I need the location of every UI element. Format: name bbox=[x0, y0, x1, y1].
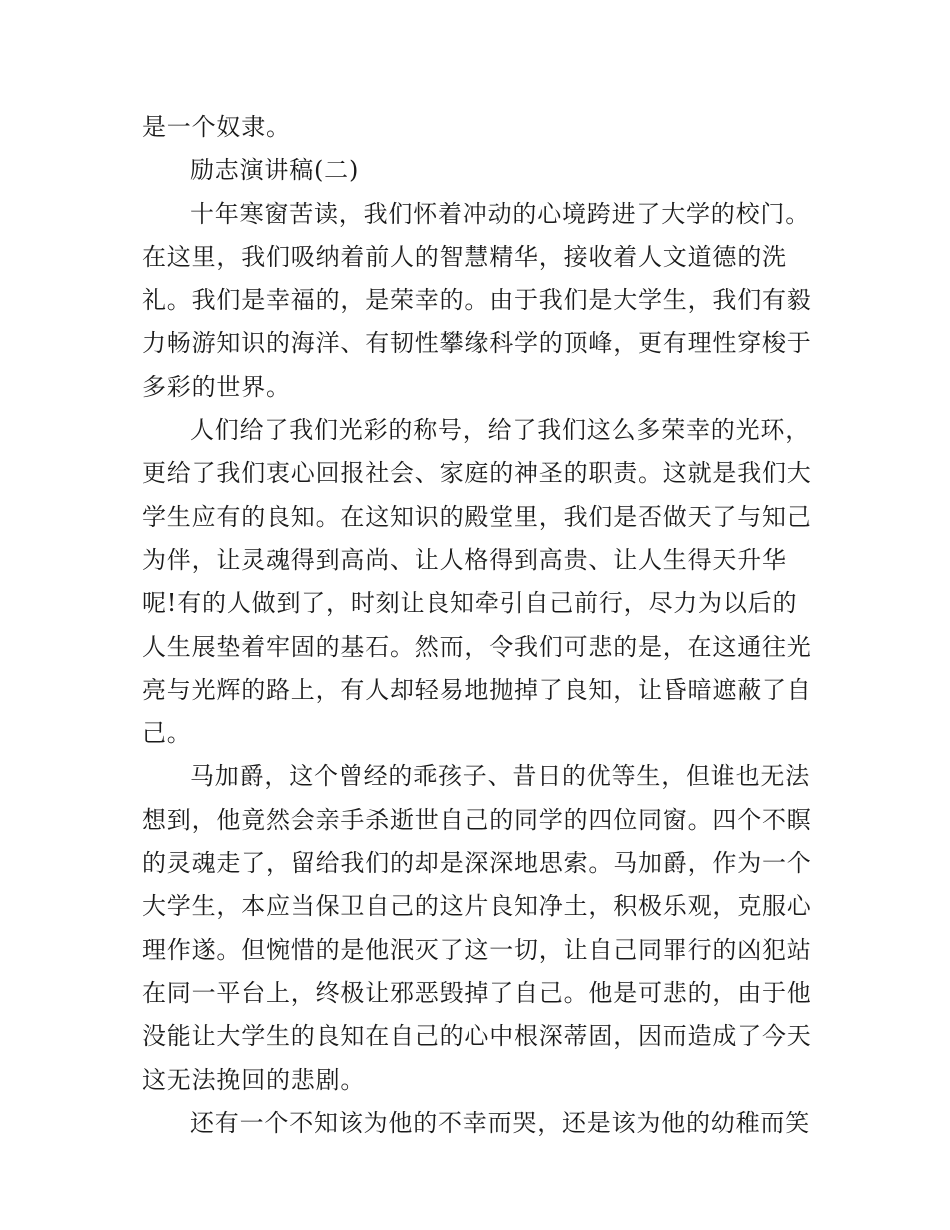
text-line: 的灵魂走了，留给我们的却是深深地思索。马加爵，作为一个 bbox=[142, 849, 812, 878]
text-line: 呢!有的人做到了，时刻让良知牵引自己前行，尽力为以后的 bbox=[142, 589, 798, 618]
text-line: 理作遂。但惋惜的是他泯灭了这一切，让自己同罪行的凶犯站 bbox=[142, 935, 812, 964]
text-line: 礼。我们是幸福的，是荣幸的。由于我们是大学生，我们有毅 bbox=[142, 286, 812, 315]
text-line: 励志演讲稿(二) bbox=[190, 156, 360, 185]
text-line: 人们给了我们光彩的称号，给了我们这么多荣幸的光环， bbox=[190, 416, 810, 445]
text-line: 马加爵，这个曾经的乖孩子、昔日的优等生，但谁也无法 bbox=[190, 762, 810, 791]
text-line: 十年寒窗苦读，我们怀着冲动的心境跨进了大学的校门。 bbox=[190, 199, 810, 228]
text-line: 更给了我们衷心回报社会、家庭的神圣的职责。这就是我们大 bbox=[142, 459, 812, 488]
text-line: 在同一平台上，终极让邪恶毁掉了自己。他是可悲的，由于他 bbox=[142, 978, 812, 1007]
text-line: 在这里，我们吸纳着前人的智慧精华，接收着人文道德的洗 bbox=[142, 242, 787, 271]
text-line: 力畅游知识的海洋、有韧性攀缘科学的顶峰，更有理性穿梭于 bbox=[142, 329, 812, 358]
text-line: 想到，他竟然会亲手杀逝世自己的同学的四位同窗。四个不瞑 bbox=[142, 805, 812, 834]
text-line: 这无法挽回的悲剧。 bbox=[142, 1065, 366, 1094]
text-line: 是一个奴隶。 bbox=[142, 113, 291, 141]
text-line: 还有一个不知该为他的不幸而哭，还是该为他的幼稚而笑 bbox=[190, 1108, 810, 1137]
text-line: 多彩的世界。 bbox=[142, 372, 291, 401]
document-body bbox=[142, 106, 812, 1145]
text-line: 没能让大学生的良知在自己的心中根深蒂固，因而造成了今天 bbox=[142, 1022, 812, 1051]
text-line: 亮与光辉的路上，有人却轻易地抛掉了良知，让昏暗遮蔽了自 bbox=[142, 675, 812, 704]
text-line: 学生应有的良知。在这知识的殿堂里，我们是否做天了与知己 bbox=[142, 502, 812, 531]
text-line: 大学生，本应当保卫自己的这片良知净土，积极乐观，克服心 bbox=[142, 892, 812, 921]
text-line: 己。 bbox=[142, 719, 192, 748]
text-line: 为伴，让灵魂得到高尚、让人格得到高贵、让人生得天升华 bbox=[142, 545, 787, 574]
text-line: 人生展垫着牢固的基石。然而，令我们可悲的是，在这通往光 bbox=[142, 632, 812, 661]
